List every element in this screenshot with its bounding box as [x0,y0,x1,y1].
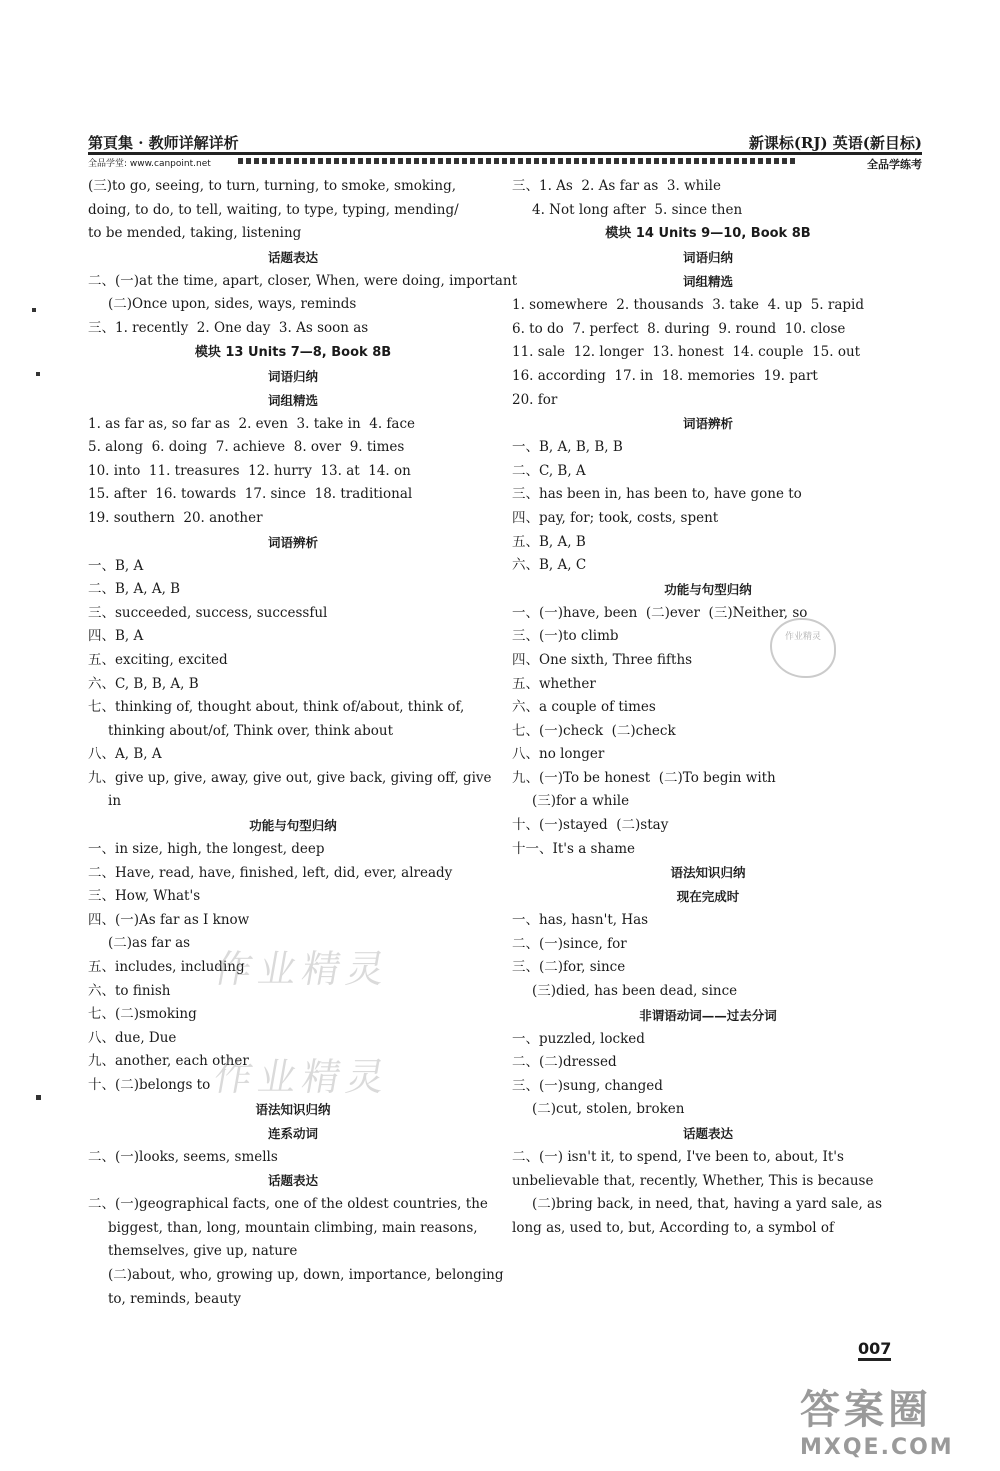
answer-line: themselves, give up, nature [108,1243,298,1260]
module-heading: 模块 13 Units 7—8, Book 8B [194,344,392,360]
scan-mark [36,1095,41,1100]
page-number: 007 [858,1339,891,1361]
answer-line: (三)to go, seeing, to turn, turning, to smoke, smoking, [88,178,457,194]
right-column [512,175,904,1240]
header-rule [88,152,922,155]
answer-line: 八、A, B, A [88,746,162,763]
answer-line: 一、B, A [88,557,144,574]
answer-line: 六、a couple of times [512,699,656,716]
section-heading: 词组精选 [682,274,733,290]
section-heading: 非谓语动词——过去分词 [639,1007,777,1023]
answer-line: 六、C, B, B, A, B [88,675,199,692]
answer-line: 三、1. recently 2. One day 3. As soon as [88,319,369,336]
section-heading: 功能与句型归纳 [664,581,752,597]
scan-mark [32,308,36,312]
answer-line: 一、has, hasn't, Has [512,912,649,929]
section-heading: 话题表达 [682,1126,733,1141]
answer-line: 二、(一)looks, seems, smells [88,1148,278,1165]
footer-watermark-logo: 答案圈 [800,1387,932,1433]
answer-line: 10. into 11. treasures 12. hurry 13. at 14. on [88,462,411,479]
answer-line: 五、exciting, excited [88,651,228,668]
answer-line: 五、whether [512,675,596,692]
answer-line: 三、succeeded, success, successful [88,604,328,621]
answer-line: 一、puzzled, locked [512,1030,645,1047]
answer-line: 六、B, A, C [512,557,587,574]
footer-watermark-url: MXQE.COM [800,1435,954,1460]
section-heading: 语法知识归纳 [255,1101,331,1117]
answer-line: 三、has been in, has been to, have gone to [512,486,802,503]
answer-line: 15. after 16. towards 17. since 18. traditional [88,486,413,503]
answer-line: 1. somewhere 2. thousands 3. take 4. up 5. rapid [512,297,864,314]
watermark-text: 作业精灵 [210,947,395,991]
answer-line: unbelievable that, recently, Whether, This is because [512,1172,874,1189]
answer-line: doing, to do, to tell, waiting, to type, typing, mending/ [88,201,459,218]
answer-line: 九、another, each other [88,1053,249,1070]
section-heading: 词语归纳 [682,250,733,266]
answer-line: (三)died, has been dead, since [532,983,738,1000]
answer-line: long as, used to, but, According to, a symbol of [512,1219,835,1236]
site-url: 全品学堂: www.canpoint.net [88,159,211,169]
answer-line: 三、How, What's [88,888,201,905]
answer-line: 20. for [512,391,558,408]
answer-line: 1. as far as, so far as 2. even 3. take in 4. face [88,415,416,432]
brand-label: 全品学练考 [867,158,922,171]
answer-line: 一、in size, high, the longest, deep [88,841,325,858]
answer-line: 十、(一)stayed (二)stay [512,817,669,834]
answer-line: 四、B, A [88,628,144,645]
answer-line: 十、(二)belongs to [88,1077,211,1093]
answer-line: (二)bring back, in need, that, having a yard sale, as [532,1196,883,1213]
answer-line: 6. to do 7. perfect 8. during 9. round 10. close [512,320,846,337]
answer-line: thinking about/of, Think over, think about [108,722,393,739]
answer-line: 七、(一)check (二)check [512,722,676,739]
answer-line: 二、Have, read, have, finished, left, did, ever, already [88,864,453,881]
answer-line: 二、(一)geographical facts, one of the oldest countries, the [88,1196,488,1213]
section-heading: 词组精选 [267,392,318,408]
answer-line: 八、due, Due [88,1029,177,1046]
answer-line: to, reminds, beauty [108,1290,241,1307]
answer-line: (二)about, who, growing up, down, importance, belonging [108,1266,504,1283]
answer-line: 二、C, B, A [512,462,586,479]
answer-line: (三)for a while [532,793,630,810]
answer-line: 三、(一)sung, changed [512,1077,663,1094]
answer-line: 五、includes, including [88,959,245,976]
answer-line: 九、give up, give, away, give out, give back, giving off, give [88,769,492,786]
book-title: 第頁集 · 教师详解详析 [88,134,239,152]
answer-line: 八、no longer [512,746,605,763]
section-heading: 词语归纳 [267,368,318,384]
page-header [88,132,922,171]
answer-line: 四、One sixth, Three fifths [512,651,693,668]
section-heading: 话题表达 [267,249,318,265]
answer-line: 11. sale 12. longer 13. honest 14. couple 15. out [512,344,861,361]
answer-line: 十一、It's a shame [512,840,635,857]
answer-line: 七、(二)smoking [88,1006,197,1023]
section-heading: 功能与句型归纳 [249,818,337,834]
answer-line: 16. according 17. in 18. memories 19. part [512,367,818,384]
answer-line: (二)cut, stolen, broken [532,1101,685,1118]
answer-line: (二)Once upon, sides, ways, reminds [108,296,357,313]
module-heading: 模块 14 Units 9—10, Book 8B [605,226,811,242]
answer-line: 三、(一)to climb [512,628,619,645]
answer-line: 四、pay, for; took, costs, spent [512,509,719,526]
footer-watermark [800,1378,954,1460]
answer-line: 四、(一)As far as I know [88,911,250,928]
answer-line: 一、B, A, B, B, B [512,439,623,456]
answer-line: 二、B, A, A, B [88,581,181,598]
subject-label: 新课标(RJ) 英语(新目标) [748,134,922,152]
answer-line: biggest, than, long, mountain climbing, main reasons, [108,1219,478,1236]
section-heading: 词语辨析 [682,416,733,432]
answer-line: 一、(一)have, been (二)ever (三)Neither, so [512,604,808,621]
section-heading: 话题表达 [267,1173,318,1189]
stamp-seal: 作业精灵 [770,618,836,678]
answer-line: 二、(一) isn't it, to spend, I've been to, about, It's [512,1149,844,1165]
watermark-text: 作业精灵 [210,1055,395,1099]
section-heading: 连系动词 [267,1125,318,1141]
answer-line: 二、(一)since, for [512,935,627,952]
answer-line: to be mended, taking, listening [88,225,302,242]
section-heading: 现在完成时 [676,889,740,905]
scan-mark [36,372,40,376]
answer-line: 六、to finish [88,982,171,999]
answer-line: 二、(一)at the time, apart, closer, When, were doing, important [88,272,518,289]
answer-line: 七、thinking of, thought about, think of/about, think of, [88,699,465,716]
answer-line: 三、(二)for, since [512,959,626,976]
answer-line: in [108,793,122,810]
left-column [88,175,518,1311]
header-dotted-rule [238,158,798,164]
answer-line: 4. Not long after 5. since then [532,201,743,218]
answer-line: (二)as far as [108,935,191,952]
answer-line: 5. along 6. doing 7. achieve 8. over 9. times [88,439,405,456]
answer-line: 19. southern 20. another [88,509,263,526]
answer-line: 五、B, A, B [512,533,586,550]
section-heading: 语法知识归纳 [670,865,746,881]
answer-line: 九、(一)To be honest (二)To begin with [512,769,776,786]
section-heading: 词语辨析 [267,534,318,550]
answer-line: 二、(二)dressed [512,1054,617,1071]
answer-line: 三、1. As 2. As far as 3. while [512,178,721,194]
